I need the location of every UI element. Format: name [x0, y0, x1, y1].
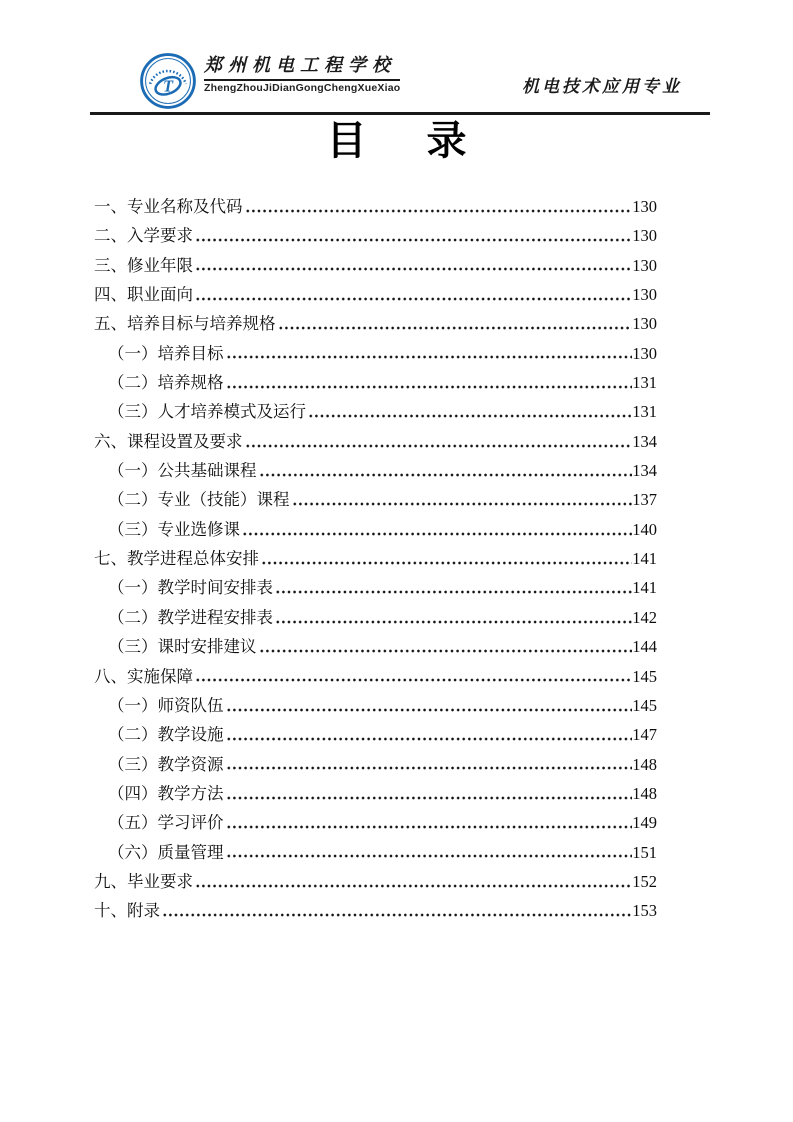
- toc-entry-page: 145: [632, 666, 657, 686]
- toc-entry-page: 130: [632, 255, 657, 275]
- toc-entry-page: 130: [632, 343, 657, 363]
- toc-entry-page: 131: [632, 402, 657, 422]
- toc-entry-label: （三）课时安排建议: [108, 637, 257, 657]
- toc-entry[interactable]: [94, 427, 657, 456]
- toc-entry[interactable]: [94, 280, 657, 309]
- toc-entry-label: （一）师资队伍: [108, 695, 224, 715]
- toc-entry-page: 137: [632, 490, 657, 510]
- toc-entry-page: 148: [632, 783, 657, 803]
- dot-leader: [225, 808, 633, 837]
- toc-entry[interactable]: [94, 368, 657, 397]
- toc-entry-page: 134: [632, 431, 657, 451]
- school-pinyin: ZhengZhouJiDianGongChengXueXiao: [204, 82, 401, 94]
- toc-entry[interactable]: [94, 750, 657, 779]
- school-name-block: [204, 54, 400, 96]
- toc-entry-page: 153: [632, 901, 657, 921]
- toc-entry-label: （三）教学资源: [108, 754, 224, 774]
- toc-entry[interactable]: [94, 339, 657, 368]
- toc-entry-label: 八、实施保障: [94, 666, 193, 686]
- toc-entry-label: 十、附录: [94, 901, 160, 921]
- dot-leader: [225, 339, 633, 368]
- toc-entry-label: （一）教学时间安排表: [108, 578, 273, 598]
- toc-entry[interactable]: [94, 838, 657, 867]
- dot-leader: [260, 544, 632, 573]
- toc-entry[interactable]: [94, 251, 657, 280]
- toc-entry[interactable]: [94, 544, 657, 573]
- toc-entry-page: 134: [632, 461, 657, 481]
- toc-entry-label: （三）专业选修课: [108, 519, 240, 539]
- toc-entry-page: 144: [632, 637, 657, 657]
- dot-leader: [225, 750, 633, 779]
- dot-leader: [258, 632, 633, 661]
- toc-entry[interactable]: [94, 485, 657, 514]
- dot-leader: [225, 779, 633, 808]
- dot-leader: [258, 456, 633, 485]
- school-name: 郑州机电工程学校: [204, 54, 400, 81]
- dot-leader: [225, 720, 633, 749]
- toc-entry-page: 130: [632, 197, 657, 216]
- toc-entry-label: 九、毕业要求: [94, 871, 193, 891]
- toc-entry-label: （二）专业（技能）课程: [108, 490, 290, 510]
- toc-entry-page: 149: [632, 813, 657, 833]
- dot-leader: [161, 896, 632, 925]
- toc-entry-label: （二）教学设施: [108, 725, 224, 745]
- toc-entry-page: 130: [632, 285, 657, 305]
- toc-entry-label: （三）人才培养模式及运行: [108, 402, 306, 422]
- toc-entry[interactable]: [94, 691, 657, 720]
- toc-entry[interactable]: [94, 662, 657, 691]
- toc-entry[interactable]: [94, 896, 657, 925]
- toc-entry-page: 142: [632, 607, 657, 627]
- toc-entry-page: 130: [632, 226, 657, 246]
- page-title: 目 录: [326, 119, 477, 163]
- toc-entry-label: 六、课程设置及要求: [94, 431, 243, 451]
- toc-entry-label: 二、入学要求: [94, 226, 193, 246]
- dot-leader: [225, 838, 633, 867]
- toc-entry[interactable]: [94, 808, 657, 837]
- toc-entry-label: 七、教学进程总体安排: [94, 549, 259, 569]
- toc-entry-label: 四、职业面向: [94, 285, 193, 305]
- toc-entry-label: （一）公共基础课程: [108, 461, 257, 481]
- toc-entry[interactable]: [94, 779, 657, 808]
- toc-entry-label: （二）培养规格: [108, 373, 224, 393]
- dot-leader: [244, 427, 633, 456]
- toc-entry[interactable]: [94, 221, 657, 250]
- header-department-title: 机电技术应用专业: [522, 77, 682, 96]
- dot-leader: [194, 221, 632, 250]
- toc-entry[interactable]: [94, 573, 657, 602]
- toc-entry-page: 152: [632, 871, 657, 891]
- dot-leader: [194, 662, 632, 691]
- toc-entry[interactable]: [94, 309, 657, 338]
- toc-entry[interactable]: [94, 603, 657, 632]
- toc-entry-page: 140: [632, 519, 657, 539]
- toc-entry-page: 130: [632, 314, 657, 334]
- toc-entry-page: 131: [632, 373, 657, 393]
- toc-entry-page: 148: [632, 754, 657, 774]
- toc-entry-label: 一、专业名称及代码: [94, 197, 243, 216]
- toc-entry-label: 三、修业年限: [94, 255, 193, 275]
- dot-leader: [274, 603, 632, 632]
- toc-entry-page: 151: [632, 842, 657, 862]
- dot-leader: [194, 867, 632, 896]
- dot-leader: [277, 309, 633, 338]
- toc-entry[interactable]: [94, 632, 657, 661]
- dot-leader: [244, 192, 633, 221]
- dot-leader: [225, 691, 633, 720]
- toc-entry-label: （六）质量管理: [108, 842, 224, 862]
- toc-entry[interactable]: [94, 720, 657, 749]
- logo-letter: T: [162, 76, 174, 96]
- toc-entry-page: 141: [632, 578, 657, 598]
- toc-entry-page: 147: [632, 725, 657, 745]
- toc-entry-label: （五）学习评价: [108, 813, 224, 833]
- toc-entry[interactable]: [94, 397, 657, 426]
- toc-entry[interactable]: [94, 515, 657, 544]
- school-logo-icon: [139, 52, 197, 110]
- dot-leader: [194, 251, 632, 280]
- dot-leader: [194, 280, 632, 309]
- dot-leader: [274, 573, 632, 602]
- dot-leader: [291, 485, 633, 514]
- dot-leader: [241, 515, 632, 544]
- toc-entry-label: （四）教学方法: [108, 783, 224, 803]
- toc-entry[interactable]: [94, 192, 657, 221]
- toc-entry-page: 145: [632, 695, 657, 715]
- dot-leader: [225, 368, 633, 397]
- toc-list: [94, 192, 657, 926]
- dot-leader: [307, 397, 632, 426]
- toc-entry-label: （二）教学进程安排表: [108, 607, 273, 627]
- toc-entry-page: 141: [632, 549, 657, 569]
- toc-entry-label: 五、培养目标与培养规格: [94, 314, 276, 334]
- toc-entry[interactable]: [94, 867, 657, 896]
- toc-entry-label: （一）培养目标: [108, 343, 224, 363]
- toc-entry[interactable]: [94, 456, 657, 485]
